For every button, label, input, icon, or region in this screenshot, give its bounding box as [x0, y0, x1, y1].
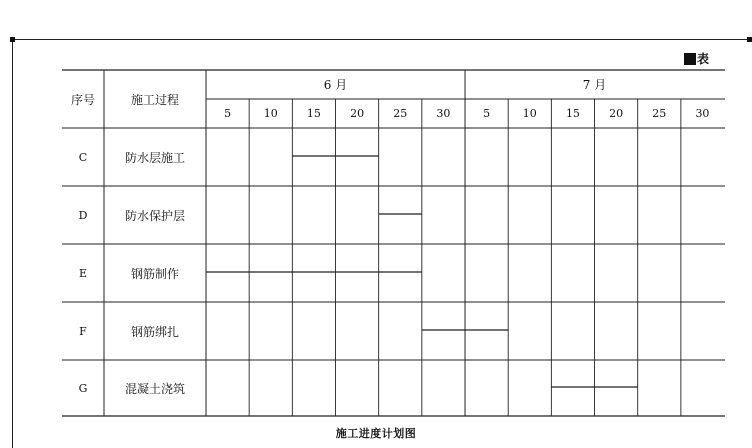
day-label: 15 — [565, 107, 580, 120]
row-code: F — [79, 324, 87, 338]
day-label: 10 — [522, 107, 537, 120]
day-label: 25 — [393, 107, 408, 120]
row-process-name: 防水层施工 — [124, 150, 185, 165]
month-label: 6 月 — [323, 78, 348, 92]
row-process-name: 钢筋制作 — [130, 266, 179, 281]
row-code: E — [78, 266, 88, 280]
header-seq: 序号 — [70, 92, 95, 107]
day-label: 15 — [306, 107, 321, 120]
day-label: 20 — [350, 107, 365, 120]
header-process: 施工过程 — [130, 92, 179, 107]
figure-caption: 施工进度计划图 — [335, 427, 417, 440]
day-label: 30 — [695, 107, 710, 120]
row-process-name: 混凝土浇筑 — [124, 381, 185, 396]
table-tag-label: 表 — [697, 52, 710, 66]
day-label: 10 — [263, 107, 278, 120]
row-process-name: 钢筋绑扎 — [130, 324, 179, 339]
day-label: 5 — [224, 107, 232, 120]
row-code: G — [78, 381, 88, 395]
row-process-name: 防水保护层 — [124, 208, 185, 223]
row-code: D — [78, 208, 88, 222]
month-label: 7 月 — [582, 78, 607, 92]
day-label: 25 — [652, 107, 667, 120]
day-label: 30 — [436, 107, 451, 120]
day-label: 5 — [483, 107, 491, 120]
day-label: 20 — [609, 107, 624, 120]
row-code: C — [78, 150, 88, 164]
